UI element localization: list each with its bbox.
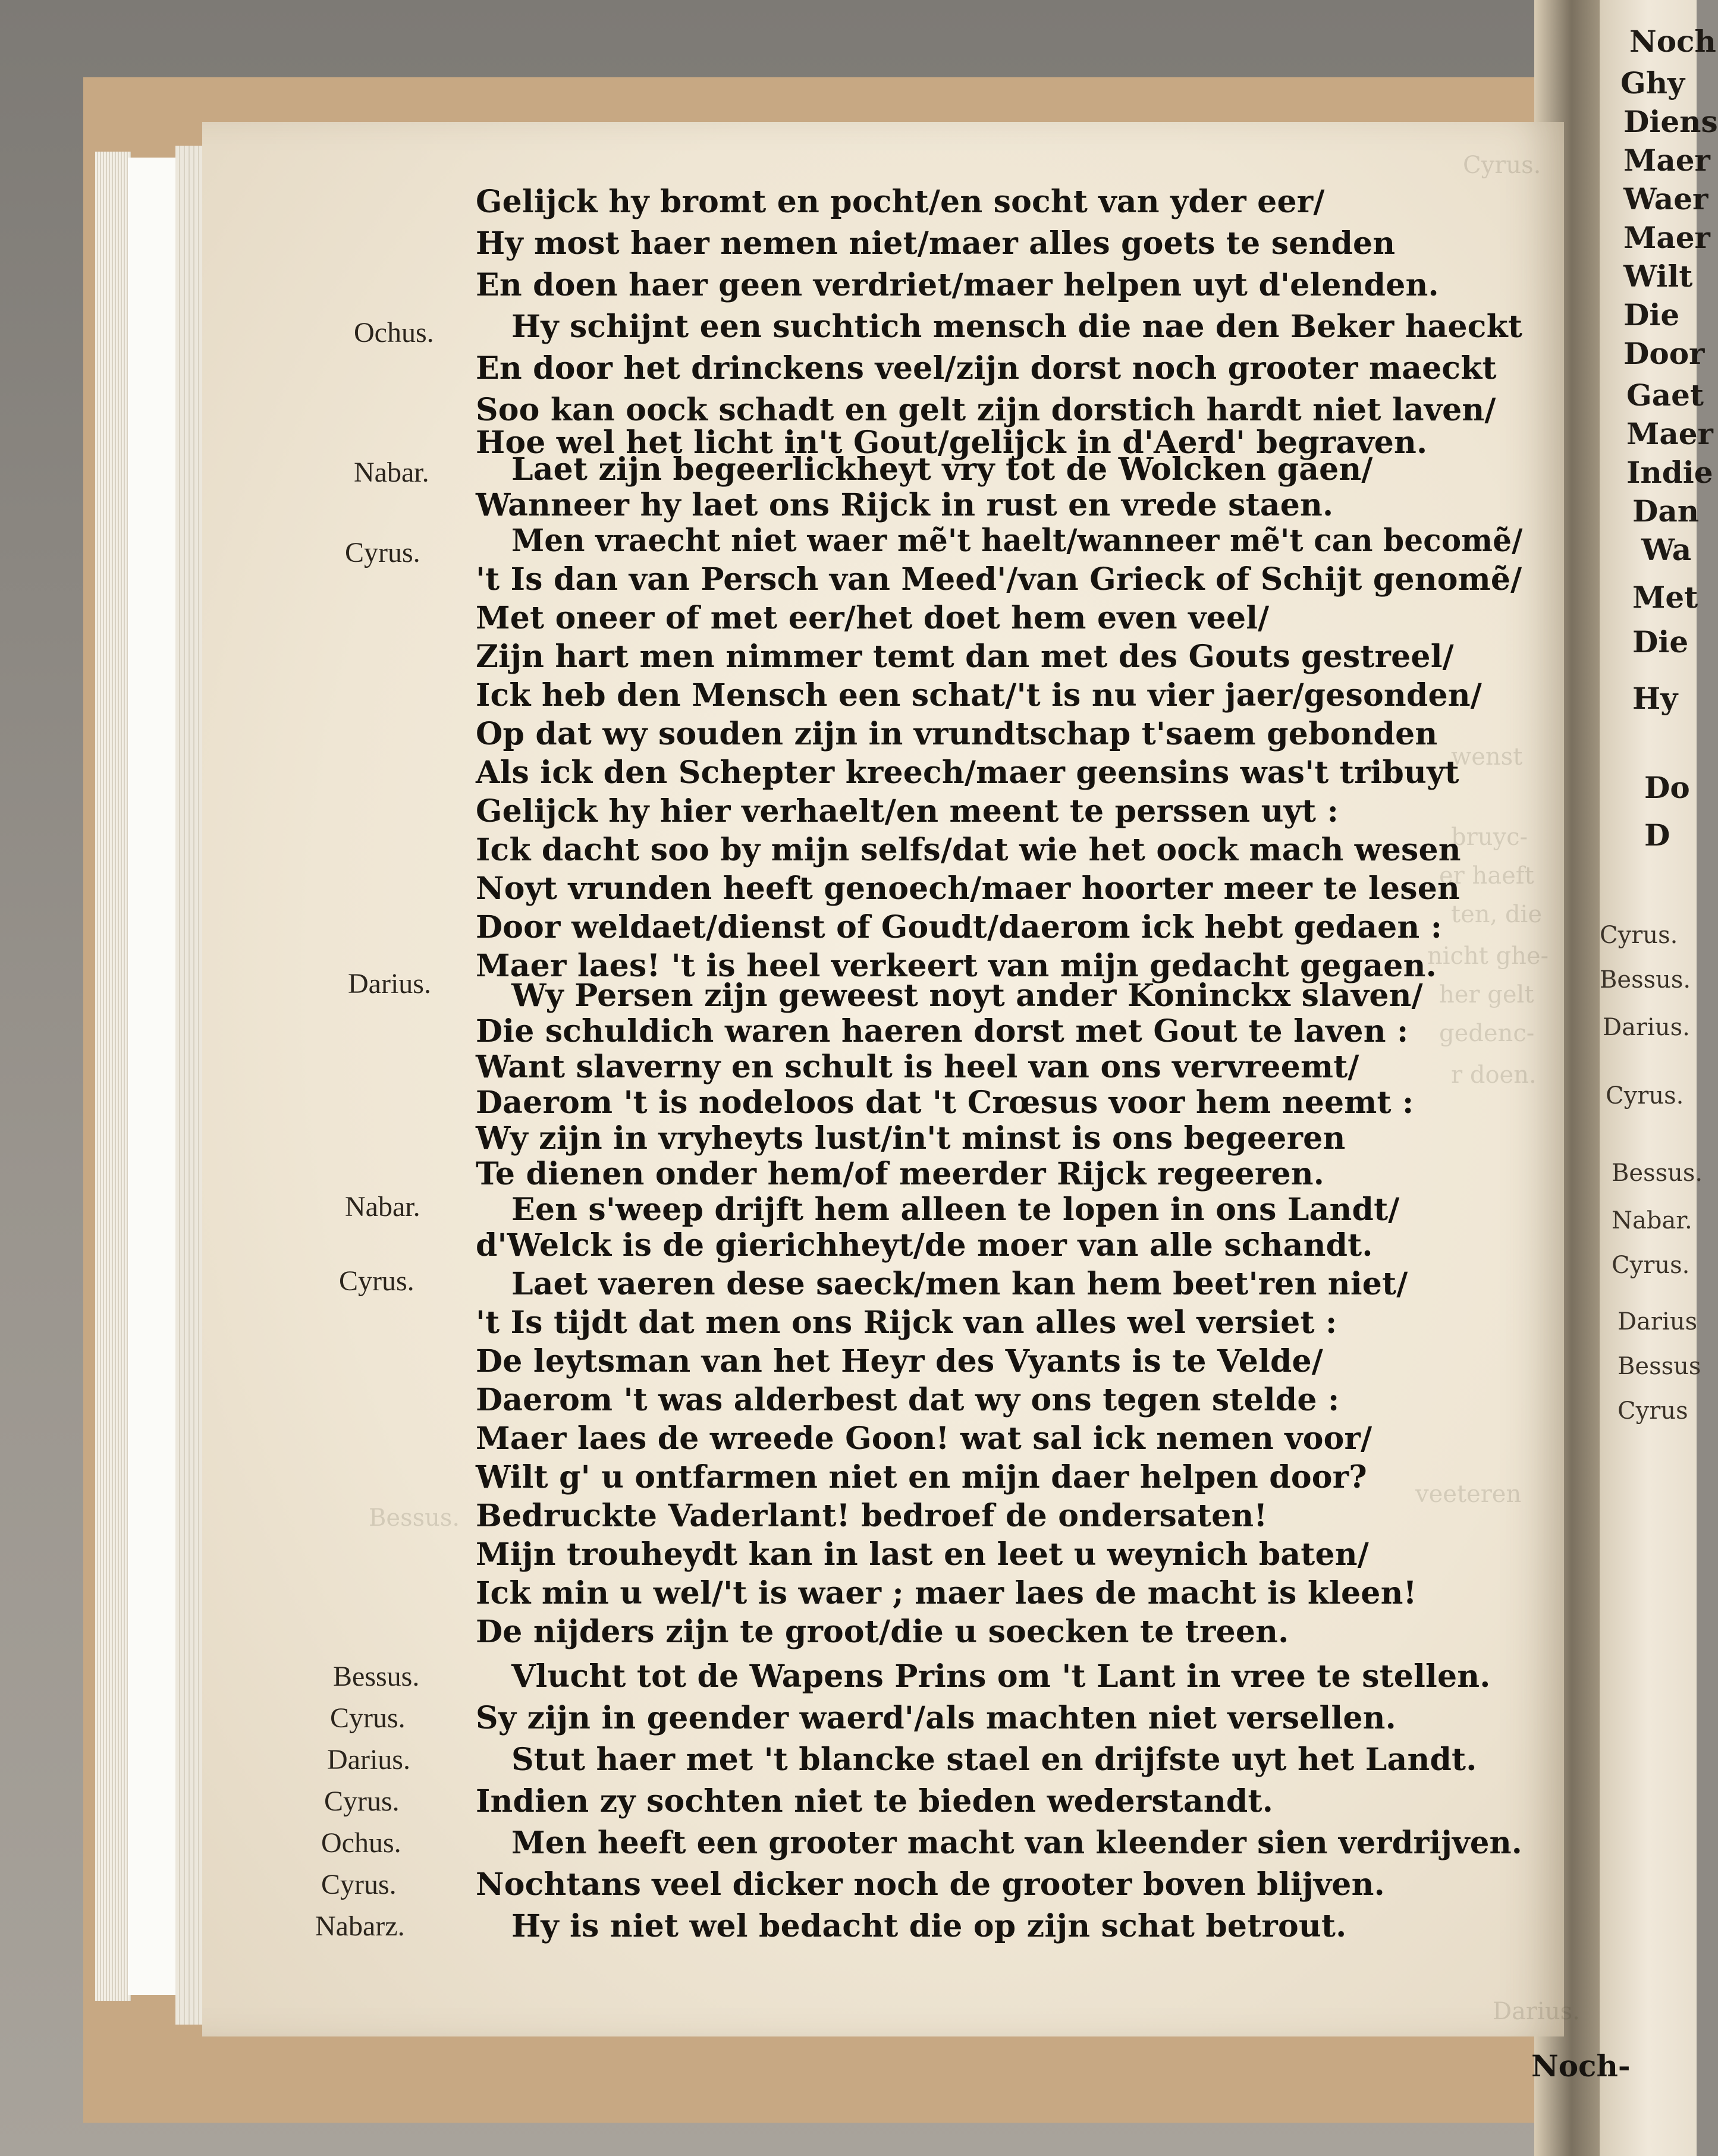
bleed-through-text: wenst: [1451, 743, 1523, 771]
next-page-fragment: Die: [1623, 297, 1680, 332]
verse-line: De nijders zijn te groot/die u soecken te treen.: [476, 1614, 1289, 1650]
verse-line: Gelijck hy bromt en pocht/en socht van yder eer/: [476, 184, 1325, 220]
verse-line: Hy most haer nemen niet/maer alles goets te senden: [476, 225, 1396, 262]
speaker-label: Cyrus.: [339, 1265, 414, 1297]
speaker-label: Nabarz.: [315, 1910, 405, 1942]
verse-line: Maer laes de wreede Goon! wat sal ick nemen voor/: [476, 1420, 1372, 1457]
verse-line: Hy schijnt een suchtich mensch die nae den Beker haeckt: [511, 309, 1523, 345]
speaker-label: Cyrus.: [321, 1869, 397, 1900]
next-page-speaker: Darius.: [1603, 1014, 1690, 1041]
next-page-edge: [1600, 0, 1718, 2156]
bleed-through-text: gedenc-: [1439, 1020, 1535, 1047]
speaker-label: Ochus.: [321, 1827, 401, 1859]
verse-line: Men vraecht niet waer mẽ't haelt/wanneer mẽ't can becomẽ/: [511, 523, 1523, 559]
speaker-label: Nabar.: [345, 1191, 420, 1222]
verse-line: Gelijck hy hier verhaelt/en meent te perssen uyt :: [476, 793, 1339, 829]
verse-line: Maer laes! 't is heel verkeert van mijn gedacht gegaen.: [476, 948, 1437, 984]
verse-line: Bedruckte Vaderlant! bedroef de ondersaten!: [476, 1498, 1268, 1534]
verse-line: Hoe wel het licht in't Gout/gelijck in d'Aerd' begraven.: [476, 425, 1428, 461]
bleed-through-text: bruyc-: [1451, 824, 1528, 851]
verse-line: En door het drinckens veel/zijn dorst noch grooter maeckt: [476, 350, 1497, 386]
verse-line: d'Welck is de gierichheyt/de moer van alle schandt.: [476, 1227, 1373, 1264]
verse-line: Die schuldich waren haeren dorst met Gout te laven :: [476, 1013, 1409, 1049]
verse-line: Wy Persen zijn geweest noyt ander Koninckx slaven/: [511, 978, 1423, 1014]
bleed-through-text: Bessus.: [369, 1504, 460, 1532]
verse-line: Met oneer of met eer/het doet hem even veel/: [476, 600, 1270, 636]
verse-line: Mijn trouheydt kan in last en leet u weynich baten/: [476, 1536, 1369, 1573]
bleed-through-text: Darius.: [1493, 1998, 1580, 2025]
next-page-fragment: Wilt: [1623, 259, 1693, 294]
bleed-through-text: r doen.: [1451, 1061, 1537, 1089]
bleed-through-text: nicht ghe-: [1427, 942, 1549, 970]
speaker-label: Ochus.: [354, 317, 434, 348]
verse-line: Nochtans veel dicker noch de grooter boven blijven.: [476, 1866, 1385, 1903]
verse-line: Laet zijn begeerlickheyt vry tot de Wolcken gaen/: [511, 451, 1373, 488]
verse-line: Daerom 't is nodeloos dat 't Crœsus voor hem neemt :: [476, 1085, 1414, 1121]
verse-line: En doen haer geen verdriet/maer helpen uyt d'elenden.: [476, 267, 1439, 303]
bleed-through-text: Cyrus.: [1463, 152, 1541, 179]
next-page-fragment: D: [1644, 818, 1670, 853]
next-page-fragment: Do: [1644, 770, 1690, 805]
speaker-label: Nabar.: [354, 457, 429, 488]
next-page-fragment: Gaet: [1626, 378, 1704, 413]
verse-line: Ick min u wel/'t is waer ; maer laes de macht is kleen!: [476, 1575, 1417, 1611]
verse-line: Daerom 't was alderbest dat wy ons tegen stelde :: [476, 1382, 1340, 1418]
next-page-speaker: Cyrus.: [1600, 922, 1678, 949]
verse-line: Wilt g' u ontfarmen niet en mijn daer helpen door?: [476, 1459, 1367, 1495]
bleed-through-text: her gelt: [1439, 981, 1534, 1008]
next-page-fragment: Maer: [1623, 220, 1710, 255]
verse-line: Noyt vrunden heeft genoech/maer hoorter meer te lesen: [476, 870, 1461, 907]
speaker-label: Cyrus.: [345, 537, 420, 568]
next-page-fragment: Maer: [1623, 143, 1710, 178]
page-edges: [95, 152, 131, 2001]
verse-line: Wy zijn in vryheyts lust/in't minst is ons begeeren: [476, 1120, 1346, 1156]
verse-line: Sy zijn in geender waerd'/als machten niet versellen.: [476, 1700, 1396, 1736]
next-page-speaker: Bessus: [1618, 1353, 1701, 1380]
verse-line: Vlucht tot de Wapens Prins om 't Lant in vree te stellen.: [511, 1658, 1491, 1695]
next-page-fragment: Maer: [1626, 416, 1713, 451]
next-page-fragment: Hy: [1632, 681, 1678, 716]
verse-line: Een s'weep drijft hem alleen te lopen in ons Landt/: [511, 1192, 1400, 1228]
verse-line: 't Is tijdt dat men ons Rijck van alles wel versiet :: [476, 1305, 1337, 1341]
white-paper-strip: [128, 158, 181, 1995]
verse-line: Door weldaet/dienst of Goudt/daerom ick hebt gedaen :: [476, 909, 1443, 945]
next-page-fragment: Wa: [1641, 532, 1692, 567]
next-page-speaker: Darius: [1618, 1308, 1698, 1335]
verse-line: Want slaverny en schult is heel van ons vervreemt/: [476, 1049, 1359, 1085]
speaker-label: Darius.: [348, 968, 431, 1000]
verse-line: 't Is dan van Persch van Meed'/van Grieck of Schijt genomẽ/: [476, 561, 1522, 598]
verse-line: Zijn hart men nimmer temt dan met des Gouts gestreel/: [476, 639, 1454, 675]
next-page-fragment: Door: [1623, 336, 1705, 371]
bleed-through-text: er haeft: [1439, 862, 1534, 890]
next-page-fragment: Waer: [1623, 181, 1708, 216]
next-page-speaker: Bessus.: [1600, 966, 1691, 994]
speaker-label: Darius.: [327, 1744, 410, 1775]
verse-line: De leytsman van het Heyr des Vyants is te Velde/: [476, 1343, 1323, 1379]
next-page-speaker: Cyrus.: [1612, 1252, 1690, 1279]
next-page-fragment: Diens: [1623, 104, 1718, 139]
verse-line: Stut haer met 't blancke stael en drijfste uyt het Landt.: [511, 1742, 1477, 1778]
verse-line: Als ick den Schepter kreech/maer geensins was't tribuyt: [476, 755, 1459, 791]
speaker-label: Bessus.: [333, 1661, 420, 1692]
speaker-label: Cyrus.: [330, 1702, 406, 1734]
next-page-fragment: Dan: [1632, 494, 1700, 529]
verse-line: Op dat wy souden zijn in vrundtschap t'saem gebonden: [476, 716, 1438, 752]
next-page-speaker: Cyrus: [1618, 1397, 1688, 1425]
next-page-fragment: Noch: [1629, 24, 1716, 59]
verse-line: Soo kan oock schadt en gelt zijn dorstich hardt niet laven/: [476, 392, 1496, 428]
verse-line: Te dienen onder hem/of meerder Rijck regeeren.: [476, 1156, 1325, 1192]
speaker-label: Cyrus.: [324, 1786, 400, 1817]
next-page-speaker: Cyrus.: [1606, 1082, 1684, 1110]
next-page-fragment: Indie: [1626, 455, 1713, 490]
next-page-speaker: Bessus.: [1612, 1159, 1703, 1187]
verse-line: Hy is niet wel bedacht die op zijn schat betrout.: [511, 1908, 1347, 1944]
catchword: Noch-: [1531, 2048, 1631, 2083]
next-page-fragment: Die: [1632, 624, 1689, 659]
verse-line: Ick dacht soo by mijn selfs/dat wie het oock mach wesen: [476, 832, 1461, 868]
verse-line: Indien zy sochten niet te bieden wederstandt.: [476, 1783, 1274, 1819]
next-page-speaker: Nabar.: [1612, 1207, 1692, 1234]
verse-line: Laet vaeren dese saeck/men kan hem beet'ren niet/: [511, 1266, 1408, 1302]
next-page-fragment: Met: [1632, 580, 1698, 615]
next-page-fragment: Ghy: [1620, 65, 1685, 100]
bleed-through-text: ten, die: [1451, 901, 1543, 928]
verse-line: Men heeft een grooter macht van kleender sien verdrijven.: [511, 1825, 1522, 1861]
verse-line: Ick heb den Mensch een schat/'t is nu vier jaer/gesonden/: [476, 677, 1482, 714]
verse-line: Wanneer hy laet ons Rijck in rust en vrede staen.: [476, 487, 1334, 523]
bleed-through-text: veeteren: [1415, 1481, 1522, 1508]
